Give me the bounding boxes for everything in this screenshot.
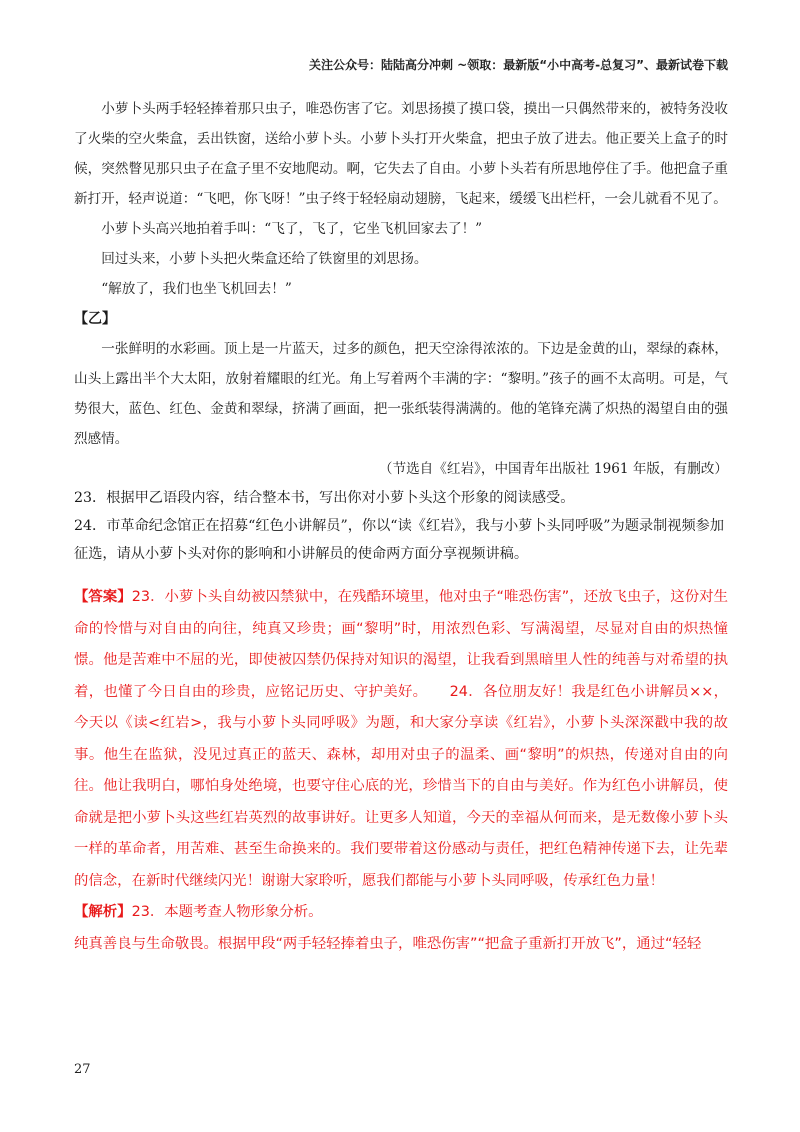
question-24: 24．市革命纪念馆正在招募“红色小讲解员”，你以“读《红岩》，我与小萝卜头同呼吸”为题录制视频参加征选，请从小萝卜头对你的影响和小讲解员的使命两方面分享视频讲稿。 xyxy=(74,518,725,562)
document-body xyxy=(74,94,728,960)
answer-text: 23．小萝卜头自幼被囚禁狱中，在残酷环境里，他对虫子“唯恐伤害”，还放飞虫子，这份对生命的怜惜与对自由的向往，纯真又珍贵；画“黎明”时，用浓烈色彩、写满渴望，尽显对自由的炽热憧憬。他是苦难中不屈的光，即使被囚禁仍保持对知识的渴望，让我看到黑暗里人性的纯善与对希望的执着，也懂了今日自由的珍贵，应铭记历史、守护美好。 24．各位朋友好！我是红色小讲解员××，今天以《读<红岩>，我与小萝卜头同呼吸》为题，和大家分享读《红岩》，小萝卜头深深戳中我的故事。他生在监狱，没见过真正的蓝天、森林，却用对虫子的温柔、画“黎明”的炽热，传递对自由的向往。他让我明白，哪怕身处绝境，也要守住心底的光，珍惜当下的自由与美好。作为红色小讲解员，使命就是把小萝卜头这些红岩英烈的故事讲好。让更多人知道，今天的幸福从何而来，是无数像小萝卜头一样的革命者，用苦难、甚至生命换来的。我们要带着这份感动与责任，把红色精神传递下去，让先辈的信念，在新时代继续闪光！谢谢大家聆听，愿我们都能与小萝卜头同呼吸，传承红色力量！ xyxy=(74,589,728,889)
analysis-paragraph xyxy=(74,897,728,929)
question-23: 23．根据甲乙语段内容，结合整本书，写出你对小萝卜头这个形象的阅读感受。 xyxy=(74,490,575,506)
answer-section xyxy=(74,582,728,960)
passage-jia-paragraph-4: “解放了，我们也坐飞机回去！” xyxy=(101,281,292,297)
analysis-continuation: 纯真善良与生命敬畏。根据甲段“两手轻轻捧着虫子，唯恐伤害”“把盒子重新打开放飞”，通过“轻轻 xyxy=(74,935,702,952)
passage-jia-paragraph-2: 小萝卜头高兴地拍着手叫：“飞了，飞了，它坐飞机回家去了！” xyxy=(101,221,483,237)
page-number: 27 xyxy=(74,1062,91,1077)
passage-yi-label: 【乙】 xyxy=(74,311,116,327)
analysis-text: 23．本题考查人物形象分析。 xyxy=(131,904,323,920)
answer-paragraph xyxy=(74,582,728,897)
passage-yi-paragraph: 一张鲜明的水彩画。顶上是一片蓝天，过多的颜色，把天空涂得浓浓的。下边是金黄的山，翠绿的森林，山头上露出半个大太阳，放射着耀眼的红光。角上写着两个丰满的字：“黎明。”孩子的画不太高明。可是，气势很大，蓝色、红色、金黄和翠绿，挤满了画面，把一张纸装得满满的。他的笔锋充满了炽热的渴望自由的强烈感情。 xyxy=(74,341,728,447)
answer-tag: 【答案】 xyxy=(74,589,132,605)
passage-jia-paragraph-1: 小萝卜头两手轻轻捧着那只虫子，唯恐伤害了它。刘思扬摸了摸口袋，摸出一只偶然带来的，被特务没收了火柴的空火柴盒，丢出铁窗，送给小萝卜头。小萝卜头打开火柴盒，把虫子放了进去。他正要关上盒子的时候，突然瞥见那只虫子在盒子里不安地爬动。啊，它失去了自由。小萝卜头若有所思地停住了手。他把盒子重新打开，轻声说道：“飞吧，你飞呀！”虫子终于轻轻扇动翅膀，飞起来，缓缓飞出栏杆，一会儿就看不见了。 xyxy=(74,101,728,207)
page-header: 关注公众号：陆陆高分冲刺 ~领取：最新版“小中高考-总复习”、最新试卷下载 xyxy=(309,58,728,72)
passage-source: （节选自《红岩》，中国青年出版社 1961 年版，有删改） xyxy=(378,461,728,477)
analysis-tag: 【解析】 xyxy=(74,904,132,920)
passage-jia-paragraph-3: 回过头来，小萝卜头把火柴盒还给了铁窗里的刘思扬。 xyxy=(101,251,428,267)
